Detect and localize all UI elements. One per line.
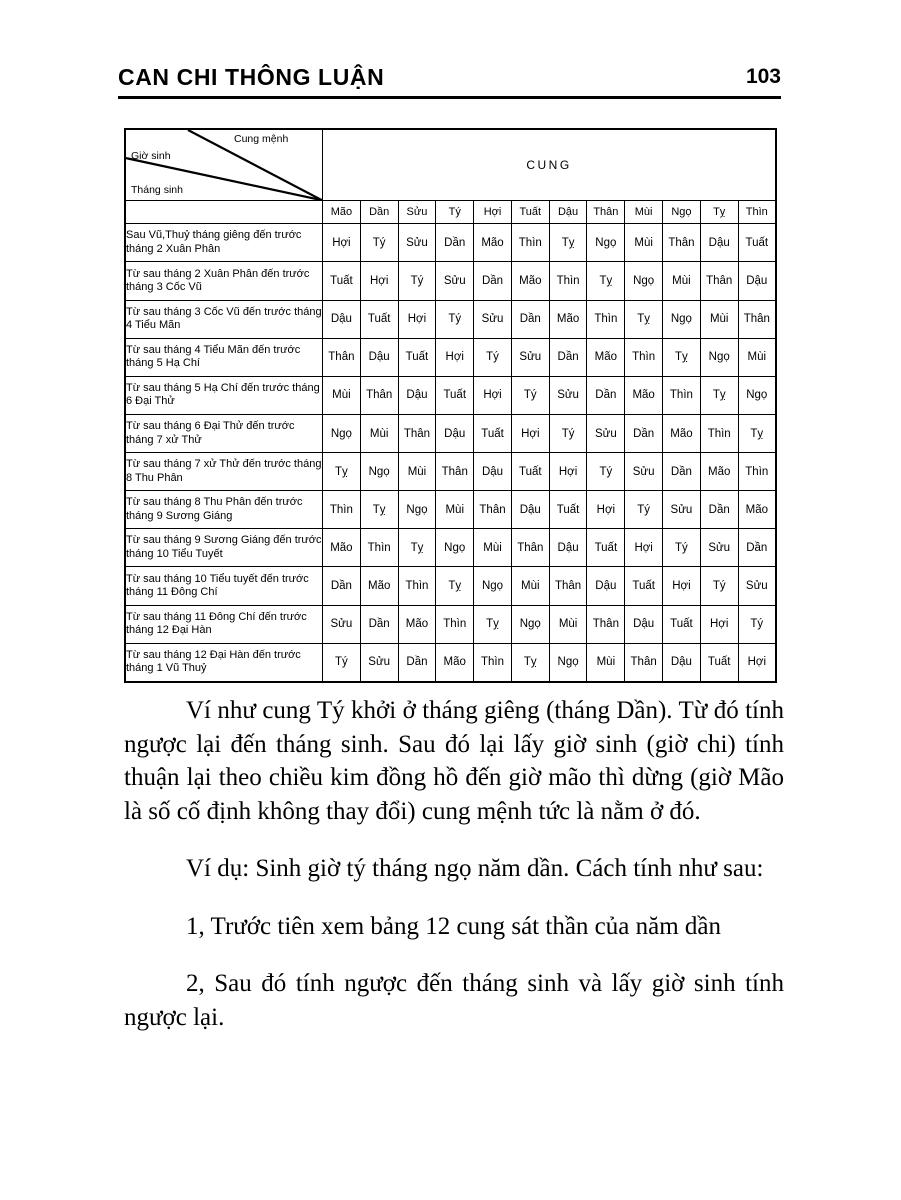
table-cell: Thân xyxy=(398,414,436,452)
column-header-7: Thân xyxy=(587,201,625,224)
table-cell: Tý xyxy=(398,262,436,300)
table-cell: Ngọ xyxy=(625,262,663,300)
column-header-0: Mão xyxy=(323,201,361,224)
column-header-11: Thìn xyxy=(738,201,776,224)
table-column-header-row xyxy=(125,201,776,224)
table-cell: Dậu xyxy=(663,643,701,682)
table-cell: Tuất xyxy=(700,643,738,682)
table-cell: Mùi xyxy=(436,491,474,529)
table-cell: Mùi xyxy=(738,338,776,376)
table-cell: Mùi xyxy=(323,376,361,414)
table-cell: Ngọ xyxy=(587,224,625,262)
table-cell: Dần xyxy=(474,262,512,300)
paragraph-1: Ví như cung Tý khởi ở tháng giêng (tháng Dần). Từ đó tính ngược lại đến tháng sinh. Sau đó lại lấy giờ sinh (giờ chi) tính thuận lại theo chiều kim đồng hồ đến giờ mão thì dừng (giờ Mão là số cố định không thay đổi) cung mệnh tức là nằm ở đó. xyxy=(124,697,784,825)
table-cell: Dần xyxy=(549,338,587,376)
page-header xyxy=(118,64,781,98)
table-cell: Mão xyxy=(474,224,512,262)
column-header-8: Mùi xyxy=(625,201,663,224)
table-cell: Tý xyxy=(587,453,625,491)
table-cell: Ngọ xyxy=(700,338,738,376)
table-cell: Ngọ xyxy=(436,529,474,567)
column-header-3: Tý xyxy=(436,201,474,224)
row-label: Từ sau tháng 4 Tiểu Mãn đến trước tháng 5 Hạ Chí xyxy=(125,338,323,376)
table-cell: Mão xyxy=(625,376,663,414)
table-cell: Tuất xyxy=(738,224,776,262)
table-cell: Tỵ xyxy=(323,453,361,491)
table-row xyxy=(125,300,776,338)
table-cell: Tý xyxy=(625,491,663,529)
table-cell: Hợi xyxy=(398,300,436,338)
table-cell: Sửu xyxy=(549,376,587,414)
table-cell: Mùi xyxy=(587,643,625,682)
table-cell: Sửu xyxy=(474,300,512,338)
paragraph-2: Ví dụ: Sinh giờ tý tháng ngọ năm dần. Cách tính như sau: xyxy=(186,855,764,882)
table-row xyxy=(125,529,776,567)
table-cell: Mùi xyxy=(700,300,738,338)
table-cell: Mùi xyxy=(474,529,512,567)
table-row xyxy=(125,453,776,491)
corner-label-gio-sinh: Giờ sinh xyxy=(131,150,171,162)
table-cell: Tỵ xyxy=(663,338,701,376)
header-divider xyxy=(118,96,781,99)
table-cell: Thân xyxy=(474,491,512,529)
table-cell: Dần xyxy=(323,567,361,605)
table-cell: Mão xyxy=(738,491,776,529)
table-cell: Dậu xyxy=(587,567,625,605)
page-number: 103 xyxy=(745,65,781,88)
table-cell: Hợi xyxy=(360,262,398,300)
paragraph-4: 2, Sau đó tính ngược đến tháng sinh và lấy giờ sinh tính ngược lại. xyxy=(124,970,784,1031)
table-cell: Dậu xyxy=(738,262,776,300)
table-cell: Hợi xyxy=(663,567,701,605)
table-cell: Ngọ xyxy=(398,491,436,529)
table-cell: Dần xyxy=(587,376,625,414)
table-cell: Mùi xyxy=(511,567,549,605)
table-cell: Tý xyxy=(436,300,474,338)
table-cell: Tỵ xyxy=(436,567,474,605)
table-cell: Tỵ xyxy=(738,414,776,452)
table-cell: Dần xyxy=(398,643,436,682)
table-cell: Sửu xyxy=(323,605,361,643)
table-cell: Mùi xyxy=(625,224,663,262)
table-cell: Sửu xyxy=(738,567,776,605)
table-cell: Thân xyxy=(511,529,549,567)
table-cell: Dần xyxy=(360,605,398,643)
table-cell: Sửu xyxy=(587,414,625,452)
row-label: Từ sau tháng 6 Đại Thử đến trước tháng 7 xử Thử xyxy=(125,414,323,452)
table-cell: Thìn xyxy=(738,453,776,491)
row-label: Từ sau tháng 9 Sương Giáng đến trước tháng 10 Tiểu Tuyết xyxy=(125,529,323,567)
table-cell: Thìn xyxy=(360,529,398,567)
table-cell: Sửu xyxy=(663,491,701,529)
table-cell: Dần xyxy=(625,414,663,452)
row-label: Từ sau tháng 3 Cốc Vũ đến trước tháng 4 Tiểu Mãn xyxy=(125,300,323,338)
table-row xyxy=(125,605,776,643)
table-cell: Tuất xyxy=(398,338,436,376)
table-cell: Tuất xyxy=(625,567,663,605)
table-cell: Tỵ xyxy=(511,643,549,682)
table-cell: Hợi xyxy=(625,529,663,567)
table-cell: Dậu xyxy=(474,453,512,491)
row-label: Sau Vũ,Thuỷ tháng giêng đến trước tháng 2 Xuân Phân xyxy=(125,224,323,262)
row-label: Từ sau tháng 5 Hạ Chí đến trước tháng 6 Đại Thử xyxy=(125,376,323,414)
table-cell: Tý xyxy=(474,338,512,376)
table-cell: Sửu xyxy=(625,453,663,491)
row-label: Từ sau tháng 8 Thu Phân đến trước tháng 9 Sương Giáng xyxy=(125,491,323,529)
table-cell: Tuất xyxy=(587,529,625,567)
table-row xyxy=(125,376,776,414)
table-cell: Thân xyxy=(436,453,474,491)
table-cell: Mão xyxy=(511,262,549,300)
table-cell: Ngọ xyxy=(663,300,701,338)
table-cell: Thìn xyxy=(700,414,738,452)
page-title: CAN CHI THÔNG LUẬN xyxy=(118,64,385,90)
table-cell: Tý xyxy=(700,567,738,605)
table-cell: Ngọ xyxy=(738,376,776,414)
table-row xyxy=(125,262,776,300)
column-header-spacer xyxy=(125,201,323,224)
table-cell: Dần xyxy=(663,453,701,491)
paragraph-3: 1, Trước tiên xem bảng 12 cung sát thần của năm dần xyxy=(186,912,721,940)
table-cell: Mùi xyxy=(663,262,701,300)
table-cell: Hợi xyxy=(474,376,512,414)
table-cell: Mão xyxy=(398,605,436,643)
row-label: Từ sau tháng 12 Đại Hàn đến trước tháng 1 Vũ Thuỷ xyxy=(125,643,323,682)
table-cell: Tuất xyxy=(436,376,474,414)
table-row xyxy=(125,224,776,262)
table-span-header-cung: CUNG xyxy=(323,129,777,201)
column-header-2: Sửu xyxy=(398,201,436,224)
table-cell: Ngọ xyxy=(549,643,587,682)
table-cell: Sửu xyxy=(398,224,436,262)
table-cell: Hợi xyxy=(511,414,549,452)
table-row xyxy=(125,643,776,682)
table-cell: Tuất xyxy=(549,491,587,529)
table-cell: Thân xyxy=(587,605,625,643)
table-corner-cell xyxy=(125,129,323,201)
table-cell: Ngọ xyxy=(360,453,398,491)
table-cell: Dần xyxy=(738,529,776,567)
cung-menh-table xyxy=(124,128,777,683)
body-text xyxy=(124,694,784,1034)
column-header-5: Tuất xyxy=(511,201,549,224)
table-cell: Mão xyxy=(360,567,398,605)
table-cell: Dần xyxy=(700,491,738,529)
table-cell: Mão xyxy=(700,453,738,491)
table-cell: Thìn xyxy=(436,605,474,643)
table-cell: Sửu xyxy=(360,643,398,682)
row-label: Từ sau tháng 11 Đông Chí đến trước tháng 12 Đại Hàn xyxy=(125,605,323,643)
table-cell: Tỵ xyxy=(474,605,512,643)
table-cell: Tỵ xyxy=(398,529,436,567)
table-cell: Hợi xyxy=(700,605,738,643)
corner-label-cung-menh: Cung mệnh xyxy=(234,133,289,145)
table-cell: Sửu xyxy=(511,338,549,376)
table-cell: Tý xyxy=(511,376,549,414)
table-cell: Dậu xyxy=(511,491,549,529)
table-cell: Thân xyxy=(549,567,587,605)
table-row xyxy=(125,567,776,605)
table-cell: Tỵ xyxy=(625,300,663,338)
table-cell: Tý xyxy=(738,605,776,643)
table-cell: Tý xyxy=(360,224,398,262)
table-cell: Mùi xyxy=(549,605,587,643)
table-cell: Hợi xyxy=(738,643,776,682)
table-cell: Thìn xyxy=(323,491,361,529)
table-cell: Dậu xyxy=(323,300,361,338)
table-cell: Dậu xyxy=(398,376,436,414)
table-cell: Tý xyxy=(663,529,701,567)
table-cell: Tuất xyxy=(474,414,512,452)
table-cell: Tý xyxy=(549,414,587,452)
table-cell: Tuất xyxy=(511,453,549,491)
cung-menh-table-container xyxy=(124,128,777,683)
table-cell: Thân xyxy=(360,376,398,414)
table-cell: Tý xyxy=(323,643,361,682)
table-cell: Dần xyxy=(511,300,549,338)
table-cell: Sửu xyxy=(436,262,474,300)
table-cell: Thìn xyxy=(587,300,625,338)
table-cell: Hợi xyxy=(436,338,474,376)
row-label: Từ sau tháng 10 Tiểu tuyết đến trước tháng 11 Đông Chí xyxy=(125,567,323,605)
column-header-4: Hợi xyxy=(474,201,512,224)
table-cell: Tuất xyxy=(663,605,701,643)
table-cell: Dậu xyxy=(549,529,587,567)
table-cell: Thân xyxy=(738,300,776,338)
table-cell: Sửu xyxy=(700,529,738,567)
table-cell: Thìn xyxy=(474,643,512,682)
table-cell: Tỵ xyxy=(360,491,398,529)
table-cell: Dậu xyxy=(436,414,474,452)
table-cell: Thân xyxy=(700,262,738,300)
column-header-9: Ngọ xyxy=(663,201,701,224)
table-cell: Mão xyxy=(587,338,625,376)
table-cell: Dậu xyxy=(625,605,663,643)
table-cell: Thìn xyxy=(625,338,663,376)
table-cell: Thìn xyxy=(549,262,587,300)
column-header-1: Dần xyxy=(360,201,398,224)
column-header-10: Tỵ xyxy=(700,201,738,224)
table-cell: Dậu xyxy=(360,338,398,376)
table-cell: Thân xyxy=(663,224,701,262)
table-cell: Dần xyxy=(436,224,474,262)
table-cell: Ngọ xyxy=(511,605,549,643)
table-cell: Dậu xyxy=(700,224,738,262)
table-cell: Ngọ xyxy=(323,414,361,452)
corner-label-thang-sinh: Tháng sinh xyxy=(131,184,183,196)
table-row xyxy=(125,414,776,452)
column-header-6: Dậu xyxy=(549,201,587,224)
table-cell: Tỵ xyxy=(549,224,587,262)
row-label: Từ sau tháng 2 Xuân Phân đến trước tháng 3 Cốc Vũ xyxy=(125,262,323,300)
table-cell: Thân xyxy=(323,338,361,376)
table-cell: Thân xyxy=(625,643,663,682)
table-header-row xyxy=(125,129,776,201)
table-cell: Hợi xyxy=(549,453,587,491)
table-cell: Tỵ xyxy=(587,262,625,300)
table-cell: Hợi xyxy=(323,224,361,262)
table-cell: Thìn xyxy=(398,567,436,605)
table-cell: Mùi xyxy=(360,414,398,452)
table-cell: Tuất xyxy=(323,262,361,300)
table-cell: Mão xyxy=(436,643,474,682)
table-cell: Thìn xyxy=(511,224,549,262)
table-cell: Thìn xyxy=(663,376,701,414)
table-cell: Mão xyxy=(323,529,361,567)
table-cell: Mão xyxy=(663,414,701,452)
table-cell: Ngọ xyxy=(474,567,512,605)
table-cell: Mão xyxy=(549,300,587,338)
table-row xyxy=(125,338,776,376)
row-label: Từ sau tháng 7 xử Thử đến trước tháng 8 Thu Phân xyxy=(125,453,323,491)
table-cell: Tỵ xyxy=(700,376,738,414)
table-row xyxy=(125,491,776,529)
table-cell: Mùi xyxy=(398,453,436,491)
table-cell: Hợi xyxy=(587,491,625,529)
table-cell: Tuất xyxy=(360,300,398,338)
